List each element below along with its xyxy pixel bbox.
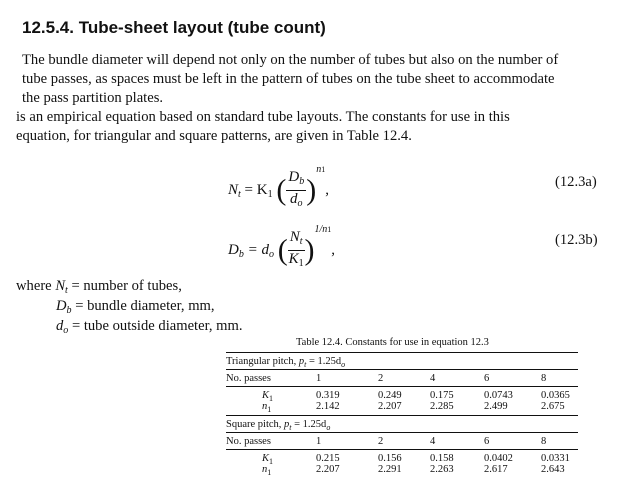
eq-exponent: 1/n1 [314, 224, 332, 235]
paragraph-line: is an empirical equation based on standard tube layouts. The constants for use in this [16, 109, 510, 125]
table-caption: Table 12.4. Constants for use in equation 12.3 [296, 337, 489, 348]
paragraph-line: the pass partition plates. [22, 90, 164, 106]
eq-exponent: n1 [316, 164, 326, 175]
table-cell: 0.249 [378, 390, 402, 401]
table-rule [226, 386, 578, 387]
table-row-passes: No. passes [226, 436, 271, 447]
table-cell: 2.617 [484, 464, 508, 475]
table-cell: 2.675 [541, 401, 565, 412]
paragraph-line: equation, for triangular and square patterns, are given in Table 12.4. [16, 128, 412, 144]
eq-fraction [286, 169, 306, 212]
eq-subscript: 1 [267, 189, 273, 200]
eq-symbol: N [228, 182, 239, 198]
equation-12-3a [228, 164, 329, 212]
table-cell: 6 [484, 436, 490, 447]
eq-numerator: $N_t$ [288, 229, 305, 251]
eq-denominator: $K_1$ [288, 251, 304, 270]
table-cell: 2.499 [484, 401, 508, 412]
paragraph-intro [22, 51, 558, 108]
table-cell: 1 [316, 436, 322, 447]
left-paren: ( [277, 233, 288, 267]
eq-numerator: $D_b$ [286, 169, 306, 191]
equation-12-3b [228, 224, 335, 272]
table-cell: 1 [316, 373, 322, 384]
table-cell: 0.319 [316, 390, 340, 401]
equation-number: (12.3a) [555, 174, 597, 190]
paragraph-line: The bundle diameter will depend not only on the number of tubes but also on the number of [22, 52, 559, 68]
table-cell: 0.0365 [541, 390, 570, 401]
table-cell: 2.643 [541, 464, 565, 475]
eq-comma: , [331, 242, 336, 258]
table-cell: 2.291 [378, 464, 402, 475]
table-cell: 2.285 [430, 401, 454, 412]
where-item-tube-od [56, 316, 243, 341]
table-cell: 0.175 [430, 390, 454, 401]
eq-operator: = K [240, 182, 268, 198]
table-cell: 6 [484, 373, 490, 384]
paragraph-equation-intro [16, 108, 510, 146]
where-desc: = bundle diameter, mm, [71, 298, 215, 314]
table-cell: 2.207 [378, 401, 402, 412]
section-heading: 12.5.4. Tube-sheet layout (tube count) [22, 18, 326, 37]
where-desc: = number of tubes, [67, 278, 182, 294]
eq-operator: = d [243, 242, 269, 258]
table-row-passes: No. passes [226, 373, 271, 384]
where-subscript: b [66, 305, 72, 316]
triangular-pitch-label: Triangular pitch, $p_t = 1.25d_o$ [226, 356, 346, 369]
table-rule [226, 432, 578, 433]
table-cell: 0.215 [316, 453, 340, 464]
eq-comma: , [325, 182, 329, 198]
where-subscript: t [65, 285, 68, 296]
eq-subscript: t [238, 189, 241, 200]
table-cell: 0.158 [430, 453, 454, 464]
table-cell: 2.142 [316, 401, 340, 412]
square-pitch-label: Square pitch, $p_t = 1.25d_o$ [226, 419, 331, 432]
table-cell: 0.156 [378, 453, 402, 464]
table-cell: 2 [378, 436, 384, 447]
table-cell: 8 [541, 436, 547, 447]
table-row-label-k1: $K_1$ [262, 390, 274, 403]
table-rule [226, 449, 578, 450]
table-cell: 0.0331 [541, 453, 570, 464]
right-paren: ) [304, 233, 315, 267]
where-symbol: N [55, 278, 66, 294]
table-cell: 4 [430, 436, 436, 447]
table-rule [226, 369, 578, 370]
eq-subscript: b [238, 249, 244, 260]
where-subscript: o [63, 325, 69, 336]
table-cell: 2.263 [430, 464, 454, 475]
table-cell: 0.0402 [484, 453, 513, 464]
table-rule [226, 352, 578, 353]
table-row-label-k1: $K_1$ [262, 453, 274, 466]
eq-denominator: $d_o$ [290, 191, 303, 210]
table-cell: 8 [541, 373, 547, 384]
table-cell: 0.0743 [484, 390, 513, 401]
table-cell: 2 [378, 373, 384, 384]
where-symbol: d [56, 318, 64, 334]
table-rule [226, 415, 578, 416]
left-paren: ( [276, 173, 287, 207]
right-paren: ) [306, 173, 317, 207]
where-desc: = tube outside diameter, mm. [68, 318, 243, 334]
where-symbol: D [56, 298, 67, 314]
eq-symbol: D [228, 242, 239, 258]
table-cell: 2.207 [316, 464, 340, 475]
paragraph-line: tube passes, as spaces must be left in the pattern of tubes on the tube sheet to accommodate [22, 71, 555, 87]
table-row-label-n1: $n_1$ [262, 464, 272, 477]
eq-fraction [288, 229, 305, 272]
eq-subscript: o [268, 249, 274, 260]
table-cell: 4 [430, 373, 436, 384]
equation-number: (12.3b) [555, 232, 598, 248]
where-intro: where [16, 278, 52, 294]
table-row-label-n1: $n_1$ [262, 401, 272, 414]
